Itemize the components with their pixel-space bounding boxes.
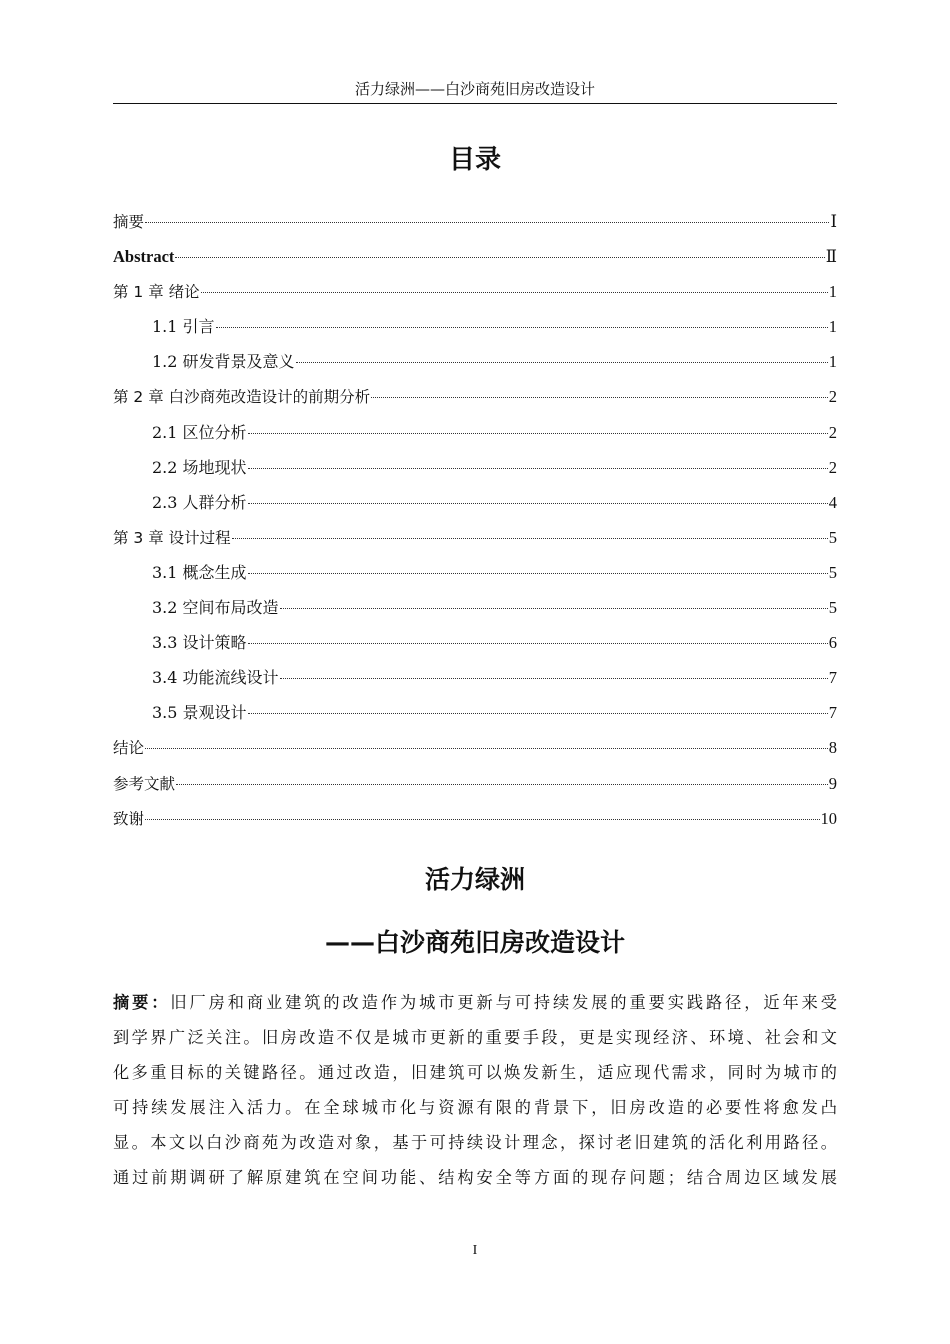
toc-entry-label: 结论 [113, 739, 145, 758]
toc-dot-leader [145, 734, 828, 749]
toc-dot-leader [145, 208, 829, 223]
header-rule [113, 103, 837, 104]
toc-dot-leader [232, 524, 828, 539]
toc-dot-leader [248, 489, 828, 504]
table-of-contents [113, 204, 837, 836]
toc-entry[interactable] [113, 801, 837, 836]
page-number: I [472, 1243, 478, 1258]
toc-entry-page: 7 [828, 668, 837, 688]
toc-entry-label: 2.1 区位分析 [152, 422, 247, 442]
toc-entry-label: 致谢 [113, 809, 145, 828]
toc-dot-leader [176, 770, 828, 785]
toc-dot-leader [371, 383, 828, 398]
toc-entry-label: 摘要 [113, 213, 145, 231]
toc-entry-page: 1 [828, 317, 837, 337]
abstract-text: 到学界广泛关注。旧房改造不仅是城市更新的重要手段，更是实现经济、环境、社会和文 [113, 1028, 837, 1047]
toc-entry-label: 3.3 设计策略 [152, 633, 247, 653]
document-title: 活力绿洲 [424, 865, 525, 894]
toc-dot-leader [145, 805, 819, 820]
abstract-line [113, 1090, 837, 1125]
toc-entry[interactable] [113, 309, 837, 344]
abstract-text: 显。本文以白沙商苑为改造对象，基于可持续设计理念，探讨老旧建筑的活化利用路径。 [113, 1133, 837, 1152]
toc-dot-leader [248, 419, 828, 434]
running-header: 活力绿洲——白沙商苑旧房改造设计 [354, 80, 595, 98]
abstract-text: 旧厂房和商业建筑的改造作为城市更新与可持续发展的重要实践路径，近年来受 [170, 993, 837, 1012]
toc-dot-leader [296, 348, 828, 363]
abstract-paragraph [113, 985, 837, 1195]
toc-entry[interactable] [113, 274, 837, 309]
abstract-line [113, 1125, 837, 1160]
toc-entry-page: 7 [828, 703, 837, 723]
toc-entry-page: 9 [828, 773, 837, 793]
toc-entry[interactable] [113, 730, 837, 765]
toc-entry-label: Abstract [113, 247, 175, 267]
toc-entry-page: 2 [828, 387, 837, 407]
toc-entry[interactable] [113, 625, 837, 660]
toc-entry-page: 1 [828, 352, 837, 372]
toc-entry-label: 第 2 章 白沙商苑改造设计的前期分析 [113, 388, 371, 407]
toc-entry-page: 5 [828, 527, 837, 547]
abstract-line [113, 1020, 837, 1055]
toc-entry-page: 8 [828, 738, 837, 758]
toc-entry-page: 5 [828, 598, 837, 618]
toc-entry-page: Ⅰ [830, 212, 837, 231]
toc-entry-page: 5 [828, 562, 837, 582]
toc-entry[interactable] [113, 415, 837, 450]
toc-entry-label: 3.1 概念生成 [152, 562, 247, 582]
toc-dot-leader [248, 559, 828, 574]
toc-entry-page: 2 [828, 457, 837, 477]
toc-entry[interactable] [113, 555, 837, 590]
toc-entry-page: 2 [828, 422, 837, 442]
toc-dot-leader [280, 594, 828, 609]
toc-entry-label: 1.1 引言 [152, 317, 215, 337]
toc-entry-page: Ⅱ [825, 247, 837, 267]
toc-entry[interactable] [113, 344, 837, 379]
toc-entry-label: 第 3 章 设计过程 [113, 528, 231, 547]
toc-entry[interactable] [113, 520, 837, 555]
toc-dot-leader [280, 664, 828, 679]
abstract-line [113, 1055, 837, 1090]
toc-entry[interactable] [113, 450, 837, 485]
toc-entry[interactable] [113, 379, 837, 414]
toc-entry[interactable] [113, 485, 837, 520]
toc-dot-leader [216, 313, 828, 328]
document-subtitle: ——白沙商苑旧房改造设计 [324, 928, 625, 957]
toc-dot-leader [248, 629, 828, 644]
toc-entry-label: 2.2 场地现状 [152, 457, 247, 477]
toc-entry-label: 3.4 功能流线设计 [152, 668, 279, 688]
toc-entry[interactable] [113, 204, 837, 239]
toc-entry[interactable] [113, 660, 837, 695]
toc-entry[interactable] [113, 590, 837, 625]
toc-title: 目录 [448, 145, 501, 175]
toc-entry-page: 4 [828, 492, 837, 512]
toc-dot-leader [201, 278, 828, 293]
toc-entry-page: 1 [828, 282, 837, 302]
toc-dot-leader [175, 243, 824, 258]
toc-entry-label: 3.5 景观设计 [152, 703, 247, 723]
abstract-label: 摘要： [113, 993, 171, 1012]
toc-entry-page: 10 [820, 808, 837, 828]
toc-entry[interactable] [113, 695, 837, 730]
toc-entry-page: 6 [828, 633, 837, 653]
abstract-line [113, 985, 837, 1020]
toc-entry-label: 参考文献 [113, 774, 176, 793]
toc-entry-label: 3.2 空间布局改造 [152, 598, 279, 618]
toc-entry[interactable] [113, 239, 837, 274]
toc-entry[interactable] [113, 766, 837, 801]
toc-entry-label: 第 1 章 绪论 [113, 283, 200, 302]
toc-entry-label: 2.3 人群分析 [152, 492, 247, 512]
abstract-text: 可持续发展注入活力。在全球城市化与资源有限的背景下，旧房改造的必要性将愈发凸 [113, 1098, 837, 1117]
abstract-text: 化多重目标的关键路径。通过改造，旧建筑可以焕发新生，适应现代需求，同时为城市的 [113, 1063, 837, 1082]
toc-dot-leader [248, 699, 828, 714]
toc-entry-label: 1.2 研发背景及意义 [152, 352, 295, 372]
abstract-line [113, 1160, 837, 1195]
abstract-text: 通过前期调研了解原建筑在空间功能、结构安全等方面的现存问题；结合周边区域发展 [113, 1168, 837, 1187]
toc-dot-leader [248, 454, 828, 469]
